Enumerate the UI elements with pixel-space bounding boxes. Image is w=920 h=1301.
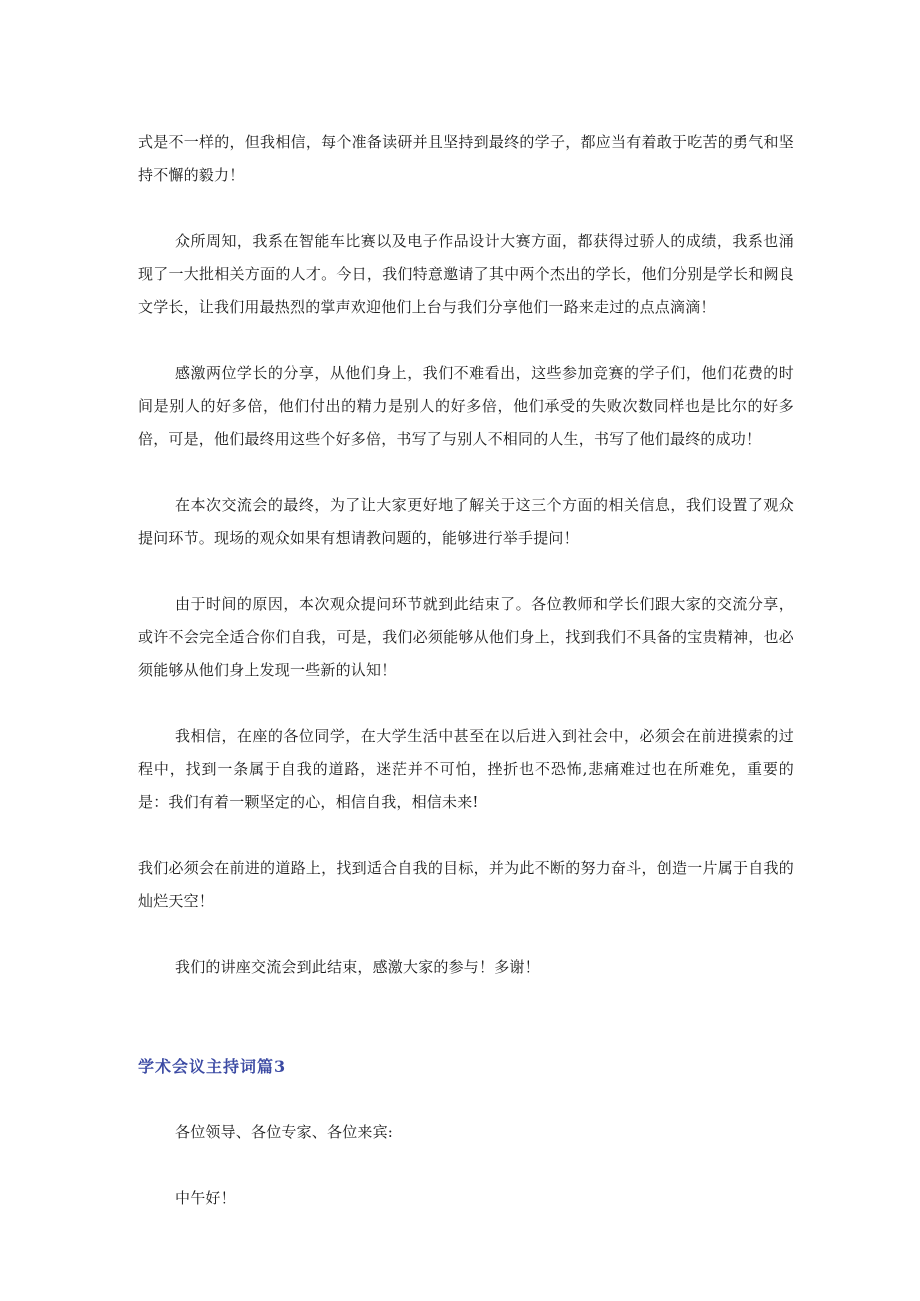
paragraph-3: 感激两位学长的分享，从他们身上，我们不难看出，这些参加竞赛的学子们，他们花费的时间是别人的好多倍，他们付出的精力是别人的好多倍，他们承受的失败次数同样也是比尔的好多倍，可是，他们最终用这些个好多倍，书写了与别人不相同的人生，书写了他们最终的成功！ (138, 364, 794, 448)
paragraph-1: 式是不一样的，但我相信，每个准备读研并且坚持到最终的学子，都应当有着敢于吃苦的勇气和坚持不懈的毅力！ (138, 133, 794, 184)
section-paragraph-1: 各位领导、各位专家、各位来宾: (175, 1123, 394, 1141)
paragraph-8: 我们的讲座交流会到此结束，感激大家的参与！多谢！ (175, 958, 540, 976)
section-heading: 学术会议主持词篇3 (138, 1057, 287, 1076)
paragraph-7: 我们必须会在前进的道路上，找到适合自我的目标，并为此不断的努力奋斗，创造一片属于自我的灿烂天空！ (138, 859, 794, 910)
document-body (138, 126, 794, 1215)
paragraph-5: 由于时间的原因，本次观众提问环节就到此结束了。各位教师和学长们跟大家的交流分享，或许不会完全适合你们自我，可是，我们必须能够从他们身上，找到我们不具备的宝贵精神，也必须能够从他们身上发现一些新的认知！ (138, 595, 794, 679)
paragraph-2: 众所周知，我系在智能车比赛以及电子作品设计大赛方面，都获得过骄人的成绩，我系也涌现了一大批相关方面的人才。今日，我们特意邀请了其中两个杰出的学长，他们分别是学长和阙良文学长，让我们用最热烈的掌声欢迎他们上台与我们分享他们一路来走过的点点滴滴！ (138, 232, 794, 316)
paragraph-4: 在本次交流会的最终，为了让大家更好地了解关于这三个方面的相关信息，我们设置了观众提问环节。现场的观众如果有想请教问题的，能够进行举手提问！ (138, 496, 794, 547)
section-paragraph-2: 中午好！ (175, 1189, 236, 1207)
paragraph-6: 我相信，在座的各位同学，在大学生活中甚至在以后进入到社会中，必须会在前进摸索的过程中，找到一条属于自我的道路，迷茫并不可怕，挫折也不恐怖,悲痛难过也在所难免，重要的是：我们有着一颗坚定的心，相信自我，相信未来! (138, 727, 794, 811)
section-spacer (138, 1017, 794, 1050)
